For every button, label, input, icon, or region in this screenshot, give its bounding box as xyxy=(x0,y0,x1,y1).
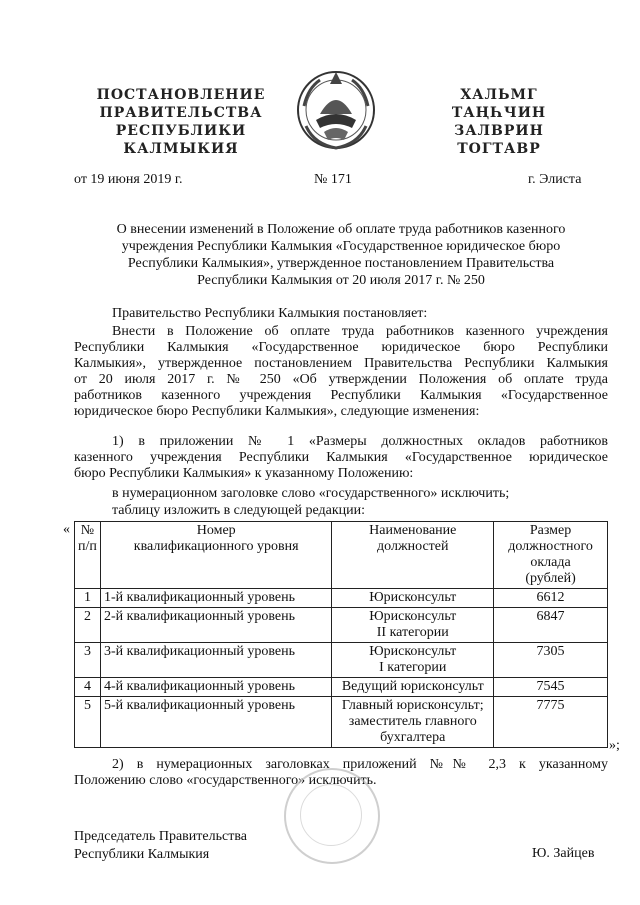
intro-text: Правительство Республики Калмыкия постановляет: xyxy=(112,306,428,321)
header-text: Наименование xyxy=(369,523,457,538)
paragraph-line: Внести в Положение об оплате труда работников казенного учреждения xyxy=(112,324,608,339)
header-right-line: ТАҢҺЧИН xyxy=(451,105,547,121)
close-quote: »; xyxy=(609,738,620,753)
paragraph-3: в нумерационном заголовке слово «государственного» исключить; xyxy=(112,486,510,501)
position-line: заместитель главного xyxy=(348,714,477,729)
header-left-line: ПОСТАНОВЛЕНИЕ xyxy=(96,87,266,103)
table-row xyxy=(75,697,608,748)
cell-number: 1 xyxy=(75,589,101,608)
header-cell-level xyxy=(100,522,331,589)
salary-table xyxy=(74,521,608,748)
paragraph-line: юридическое бюро Республики Калмыкия», следующие изменения: xyxy=(74,404,480,419)
cell-level: 1-й квалификационный уровень xyxy=(100,589,331,608)
paragraph-line: Калмыкия», утвержденное постановлением Правительства Республики Калмыкия xyxy=(74,356,608,371)
header-text: должностей xyxy=(377,539,449,554)
table-row xyxy=(75,589,608,608)
header-text: п/п xyxy=(78,539,97,554)
cell-salary: 6612 xyxy=(494,589,608,608)
paragraph-line: бюро Республики Калмыкия» к указанному Положению: xyxy=(74,466,414,481)
cell-level: 2-й квалификационный уровень xyxy=(100,608,331,643)
cell-number: 2 xyxy=(75,608,101,643)
official-stamp xyxy=(284,768,380,864)
paragraph-line: 2) в нумерационных заголовках приложений №№ 2,3 к указанному xyxy=(112,757,608,772)
document-title xyxy=(74,221,608,289)
header-text: квалификационного уровня xyxy=(133,539,299,554)
coat-of-arms-emblem xyxy=(294,62,378,156)
header-cell-position xyxy=(332,522,494,589)
document-number: № 171 xyxy=(314,172,352,187)
table-row xyxy=(75,608,608,643)
header-left-line: ПРАВИТЕЛЬСТВА xyxy=(99,105,263,121)
cell-position xyxy=(332,678,494,697)
header-text: № xyxy=(80,523,95,538)
table-row xyxy=(75,678,608,697)
table-row xyxy=(75,643,608,678)
header-right-line: ЗАЛВРИН xyxy=(454,123,544,139)
paragraph-line: казенного учреждения Республики Калмыкия «Государственное юридическое xyxy=(74,450,608,465)
cell-number: 4 xyxy=(75,678,101,697)
position-line: Ведущий юрисконсульт xyxy=(341,679,484,694)
paragraph-line: от 20 июля 2017 г. № 250 «Об утверждении Положения об оплате труда xyxy=(74,372,608,387)
cell-salary: 7545 xyxy=(494,678,608,697)
position-line: Юрисконсульт xyxy=(369,644,457,659)
signature-name: Ю. Зайцев xyxy=(532,846,595,861)
position-line: бухгалтера xyxy=(380,730,446,745)
signature-title-line: Председатель Правительства xyxy=(74,829,247,844)
table-header-row xyxy=(75,522,608,589)
header-cell-salary xyxy=(494,522,608,589)
header-cell-number xyxy=(75,522,101,589)
cell-level: 4-й квалификационный уровень xyxy=(100,678,331,697)
cell-salary: 7775 xyxy=(494,697,608,748)
cell-level: 5-й квалификационный уровень xyxy=(100,697,331,748)
open-quote: « xyxy=(63,522,70,537)
cell-level: 3-й квалификационный уровень xyxy=(100,643,331,678)
paragraph-line: 1) в приложении № 1 «Размеры должностных окладов работников xyxy=(112,434,608,449)
paragraph-line: Республики Калмыкия «Государственное юридическое бюро Республики xyxy=(74,340,608,355)
title-line: учреждения Республики Калмыкия «Государственное юридическое бюро xyxy=(121,239,561,254)
position-line: Главный юрисконсульт; xyxy=(341,698,484,713)
header-left xyxy=(96,86,266,158)
header-text: Номер xyxy=(196,523,236,538)
stamp-inner-ring xyxy=(300,784,362,846)
cell-salary: 6847 xyxy=(494,608,608,643)
cell-position xyxy=(332,643,494,678)
position-line: II категории xyxy=(376,625,449,640)
header-right-line: ХАЛЬМГ xyxy=(460,87,538,103)
header-right xyxy=(444,86,554,158)
title-line: Республики Калмыкия», утвержденное постановлением Правительства xyxy=(127,256,555,271)
header-right-line: ТОГТАВР xyxy=(457,141,541,157)
cell-number: 3 xyxy=(75,643,101,678)
cell-number: 5 xyxy=(75,697,101,748)
header-text: Размер xyxy=(529,523,572,538)
title-line: Республики Калмыкия от 20 июля 2017 г. № 250 xyxy=(197,273,485,288)
header-left-line: РЕСПУБЛИКИ xyxy=(115,123,247,139)
header-left-line: КАЛМЫКИЯ xyxy=(123,141,239,157)
signature-title xyxy=(74,828,247,864)
position-line: I категории xyxy=(379,660,447,675)
paragraph-4: таблицу изложить в следующей редакции: xyxy=(112,503,366,518)
paragraph-line: работников казенного учреждения Республики Калмыкия «Государственное xyxy=(74,388,608,403)
paragraph-line: Положению слово «государственного» исключить. xyxy=(74,773,377,788)
paragraph-1 xyxy=(74,324,608,420)
cell-position xyxy=(332,608,494,643)
position-line: Юрисконсульт xyxy=(369,609,457,624)
title-line: О внесении изменений в Положение об оплате труда работников казенного xyxy=(116,222,566,237)
paragraph-2 xyxy=(74,434,608,482)
document-date: от 19 июня 2019 г. xyxy=(74,172,183,187)
cell-salary: 7305 xyxy=(494,643,608,678)
document-city: г. Элиста xyxy=(528,172,582,187)
position-line: Юрисконсульт xyxy=(369,590,457,605)
signature-title-line: Республики Калмыкия xyxy=(74,847,210,862)
header-text: (рублей) xyxy=(525,571,576,586)
cell-position xyxy=(332,697,494,748)
header-text: должностного xyxy=(508,539,593,554)
header-text: оклада xyxy=(530,555,571,570)
cell-position xyxy=(332,589,494,608)
